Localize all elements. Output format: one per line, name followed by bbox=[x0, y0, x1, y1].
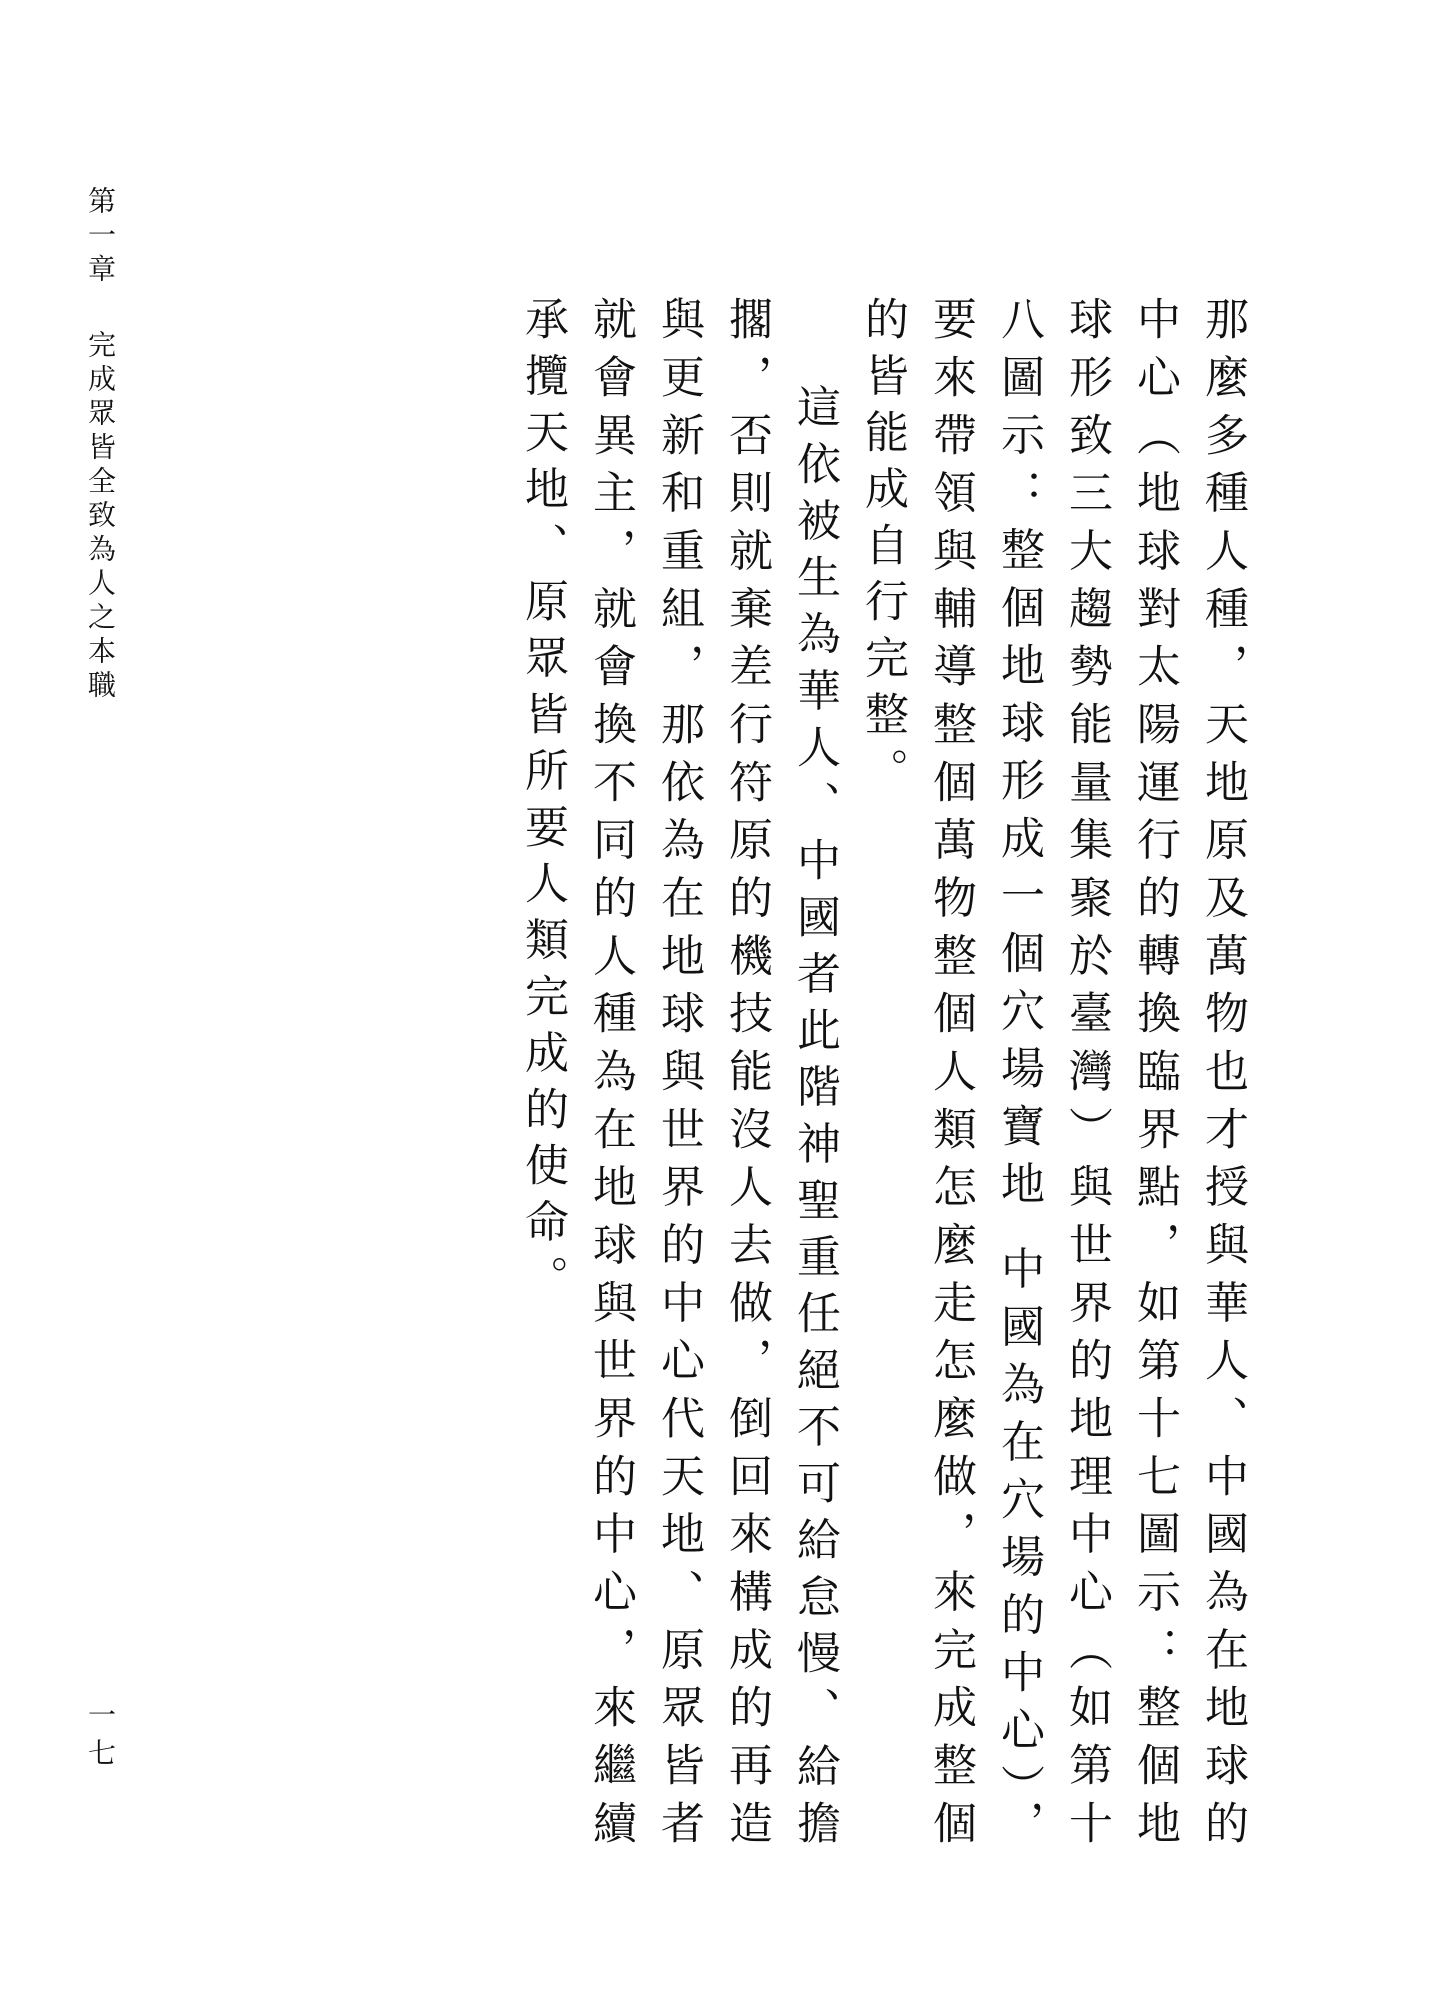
body-text bbox=[517, 296, 1256, 1856]
paragraph-2: 這依被生為華人、中國者此階神聖重任絕不可給怠慢、給擔擱，否則就棄差行符原的機技能沒人去做，倒回來構成的再造與更新和重組，那依為在地球與世界的中心代天地、原眾皆者就會異主，就會換不同的人種為在地球與世界的中心，來繼續承攬天地、原眾皆所要人類完成的使命。 bbox=[517, 296, 840, 1856]
running-header bbox=[84, 186, 117, 704]
paragraph-1: 那麼多種人種，天地原及萬物也才授與華人、中國為在地球的中心（地球對太陽運行的轉換臨界點，如第十七圖示：整個地球形致三大趨勢能量集聚於臺灣）與世界的地理中心（如第十八圖示：整個地球形成一個穴場寶地 中國為在穴場的中心），要來帶領與輔導整個萬物整個人類怎麼走怎麼做，來完成整個的皆能成自行完整。 bbox=[857, 296, 1248, 1856]
chapter-title: 完成眾皆全致為人之本職 bbox=[84, 330, 117, 704]
page-number: 一七 bbox=[84, 1700, 117, 1776]
chapter-label: 第一章 bbox=[84, 186, 117, 288]
